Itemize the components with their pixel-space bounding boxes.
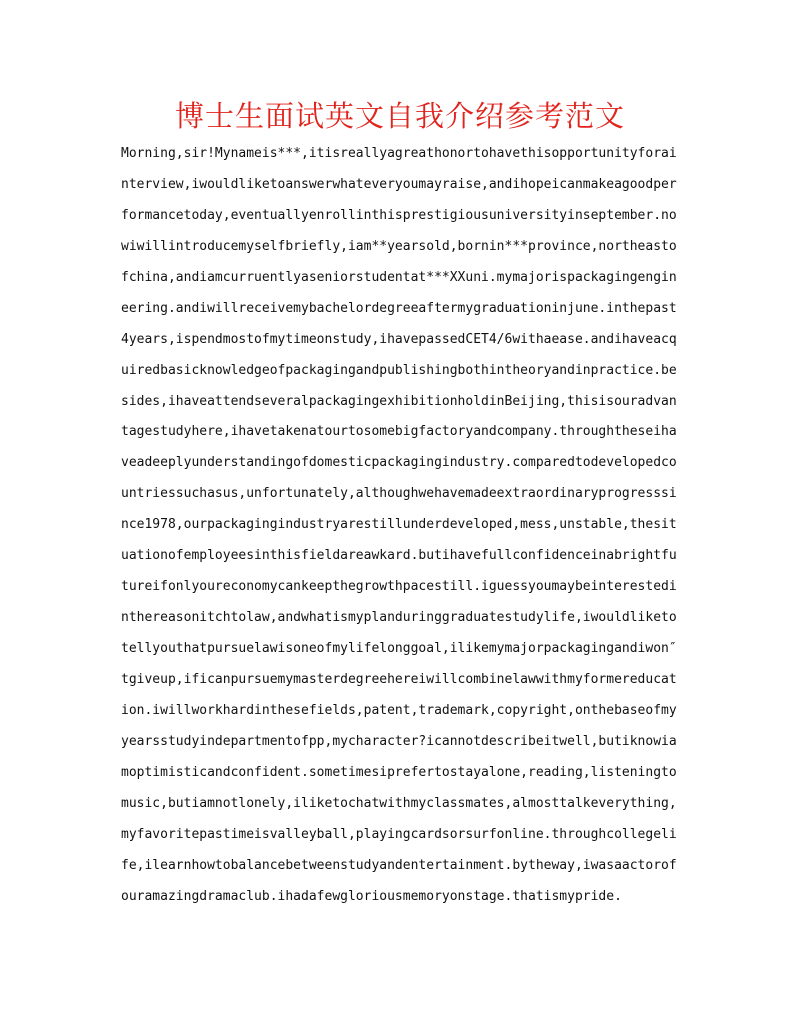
body-text-line: music,butiamnotlonely,iliketochatwithmyclassmates,almosttalkeverything, [121, 795, 677, 811]
document-body [121, 139, 691, 912]
document-title: 博士生面试英文自我介绍参考范文 [174, 99, 625, 133]
body-text-line: formancetoday,eventuallyenrollinthisprestigiousuniversityinseptember.no [121, 207, 677, 223]
body-text-line: Morning,sir!Mynameis***,itisreallyagreathonortohavethisopportunityforai [121, 146, 677, 161]
body-text-line: nce1978,ourpackagingindustryarestillunderdeveloped,mess,unstable,thesit [121, 517, 677, 533]
body-text-line: eering.andiwillreceivemybachelordegreeaftermygraduationinjune.inthepast [121, 300, 677, 316]
body-text-line: veadeeplyunderstandingofdomesticpackagingindustry.comparedtodevelopedco [121, 455, 677, 471]
body-text-line: fe,ilearnhowtobalancebetweenstudyandentertainment.bytheway,iwasaactorof [121, 857, 677, 873]
body-text-line: wiwillintroducemyselfbriefly,iam**yearsold,bornin***province,northeasto [121, 238, 677, 254]
body-text-line: tagestudyhere,ihavetakenatourtosomebigfactoryandcompany.throughtheseiha [121, 424, 677, 440]
body-text-line: ion.iwillworkhardinthesefields,patent,trademark,copyright,onthebaseofmy [121, 702, 677, 718]
body-text-line: nterview,iwouldliketoanswerwhateveryoumayraise,andihopeicanmakeagoodper [121, 176, 677, 192]
body-text-line: yearsstudyindepartmentofpp,mycharacter?icannotdescribeitwell,butiknowia [121, 733, 677, 749]
body-text-line: tellyouthatpursuelawisoneofmylifelonggoal,ilikemymajorpackagingandiwon″ [121, 641, 677, 656]
body-text-line: fchina,andiamcurruentlyaseniorstudentat***XXuni.mymajorispackagingengin [121, 269, 677, 285]
body-text-line: uiredbasicknowledgeofpackagingandpublishingbothintheoryandinpractice.be [121, 362, 677, 378]
body-text-line: tureifonlyoureconomycankeepthegrowthpacestill.iguessyoumaybeinterestedi [121, 579, 677, 595]
body-text-line: 4years,ispendmostofmytimeonstudy,ihavepassedCET4/6withaease.andihaveacq [121, 331, 677, 347]
body-text-line: untriessuchasus,unfortunately,althoughwehavemadeextraordinaryprogresssi [121, 486, 677, 502]
body-text-line: ouramazingdramaclub.ihadafewgloriousmemoryonstage.thatismypride. [121, 888, 622, 904]
body-text-line: sides,ihaveattendseveralpackagingexhibitionholdinBeijing,thisisouradvan [121, 393, 677, 409]
body-text-line: nthereasonitchtolaw,andwhatismyplanduringgraduatestudylife,iwouldliketo [121, 610, 677, 626]
body-text-line: myfavoritepastimeisvalleyball,playingcardsorsurfonline.throughcollegeli [121, 826, 677, 842]
body-text-line: uationofemployeesinthisfieldareawkard.butihavefullconfidenceinabrightfu [121, 548, 677, 564]
body-text-line: moptimisticandconfident.sometimesiprefertostayalone,reading,listeningto [121, 764, 677, 780]
body-text-line: tgiveup,ificanpursuemymasterdegreehereiwillcombinelawwithmyformereducat [121, 671, 677, 687]
